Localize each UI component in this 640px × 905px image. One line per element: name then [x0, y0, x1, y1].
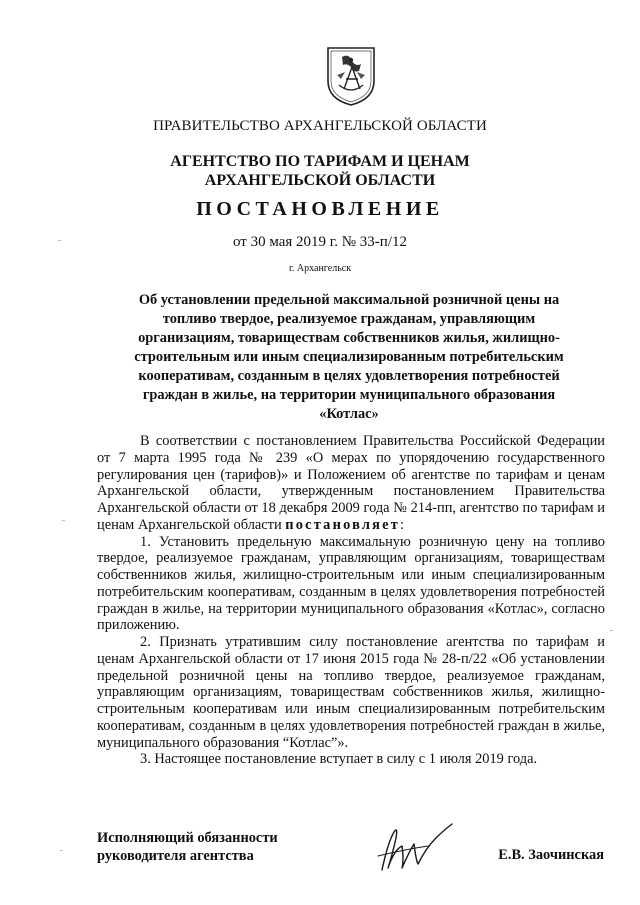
scan-speck	[60, 850, 63, 851]
agency-name-line1: АГЕНТСТВО ПО ТАРИФАМ И ЦЕНАМ	[170, 153, 470, 170]
government-name: ПРАВИТЕЛЬСТВО АРХАНГЕЛЬСКОЙ ОБЛАСТИ	[153, 118, 487, 134]
item-3-paragraph: 3. Настоящее постановление вступает в силу с 1 июля 2019 года.	[140, 751, 538, 768]
document-title: Об установлении предельной максимальной розничной цены на топливо твердое, реализуемое гражданам, управляющим организациям, товариществам собственников жилья, жилищно-строительным или иным специализированным потребительским кооперативам, созданным в целях удовлетворения потребностей граждан в жилье, на территории муниципального образования «Котлас»	[134, 292, 564, 422]
signatory-position-line1: Исполняющий обязанности	[97, 830, 278, 846]
decree-word: постановляет	[285, 516, 401, 533]
signatory-position	[97, 829, 278, 865]
coat-of-arms-emblem	[325, 45, 377, 107]
signatory-name: Е.В. Заочинская	[498, 847, 604, 863]
preamble-text: В соответствии с постановлением Правительства Российской Федерации от 7 марта 1995 года № 239 «О мерах по упорядочению государственного регулирования цен (тарифов)» и Положением об агентстве по тарифам и ценам Архангельской области, утвержденным постановлением Правительства Архангельской области от 18 декабря 2009 года № 214-пп, агентство по тарифам и ценам Архангельской области	[97, 433, 605, 533]
document-city: г. Архангельск	[288, 263, 352, 274]
decree-colon: :	[400, 516, 405, 533]
document-body	[97, 433, 605, 768]
item-2-paragraph: 2. Признать утратившим силу постановление агентства по тарифам и ценам Архангельской области от 17 июня 2015 года № 28-п/22 «Об установлении предельной розничной цены на топливо твердое, реализуемое гражданам, управляющим организациям, товариществам собственников жилья, жилищно-строительным кооперативам или иным специализированным потребительским кооперативам, созданным в целях удовлетворения потребностей граждан в жилье, муниципального образования “Котлас”».	[97, 634, 605, 751]
preamble-paragraph	[97, 433, 605, 534]
handwritten-signature	[372, 820, 457, 875]
signatory-position-line2: руководителя агентства	[97, 848, 254, 864]
agency-name	[0, 152, 640, 190]
scan-speck	[610, 630, 613, 631]
document-type: ПОСТАНОВЛЕНИЕ	[196, 198, 444, 220]
agency-name-line2: АРХАНГЕЛЬСКОЙ ОБЛАСТИ	[204, 172, 436, 189]
scan-speck	[58, 240, 61, 241]
item-1-paragraph: 1. Установить предельную максимальную розничную цену на топливо твердое, реализуемое гражданам, управляющим организациям, товариществам собственников жилья, жилищно-строительным или иным специализированным потребительским кооперативам, созданным в целях удовлетворения потребностей граждан в жилье, на территории муниципального образования «Котлас», согласно приложению.	[97, 533, 605, 634]
document-date-number: от 30 мая 2019 г. № 33-п/12	[232, 234, 408, 250]
scan-speck	[62, 520, 65, 521]
